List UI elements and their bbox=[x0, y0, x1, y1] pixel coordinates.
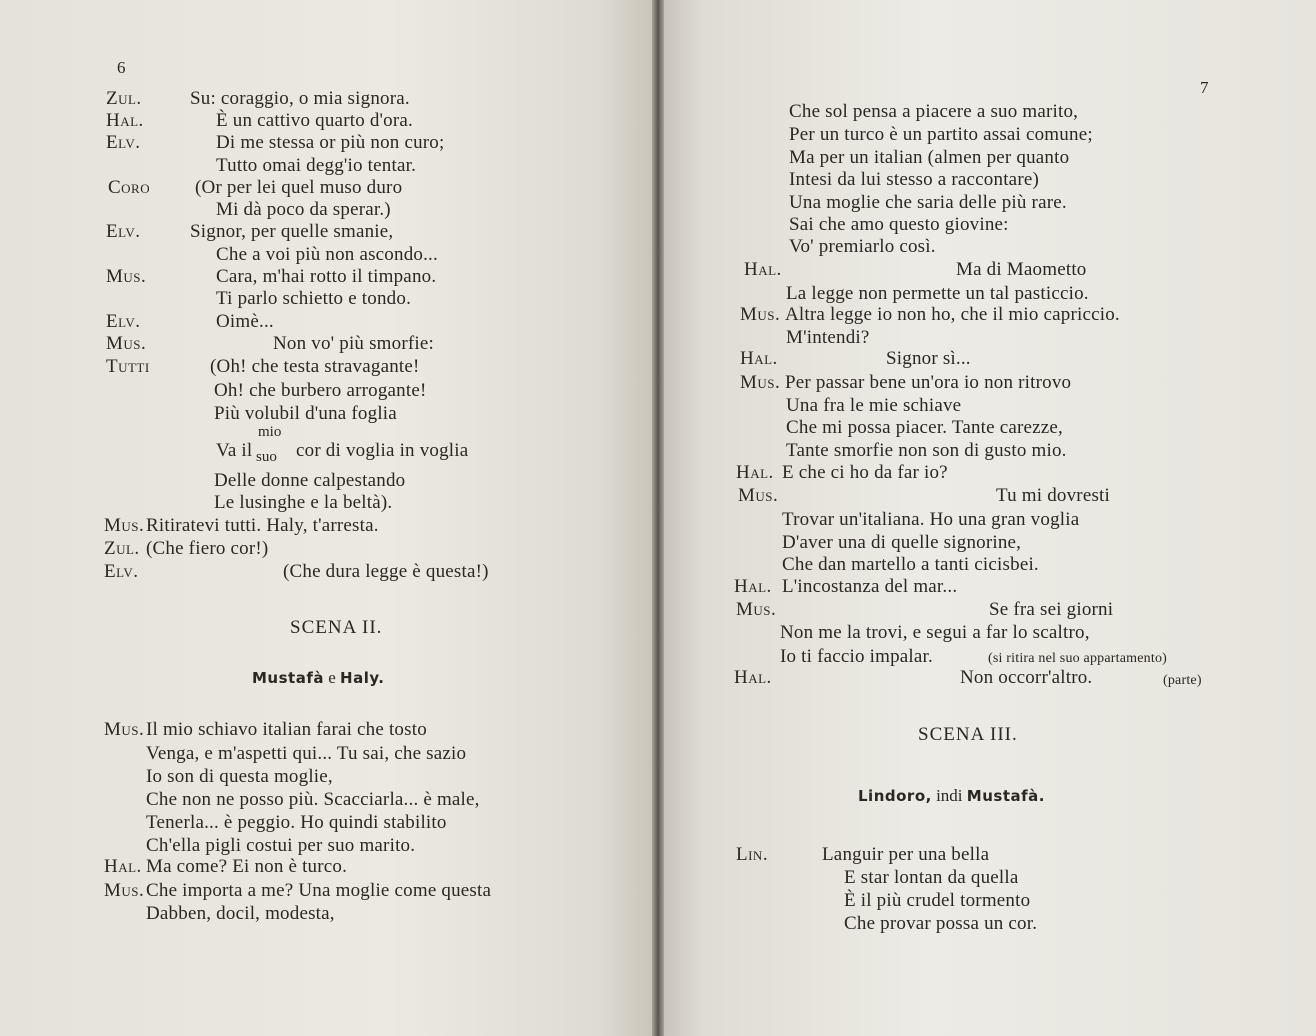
verse-line: Più volubil d'una foglia bbox=[214, 403, 397, 424]
right-page bbox=[664, 0, 1316, 1036]
speaker: Hal. bbox=[740, 348, 778, 369]
verse-line: Tenerla... è peggio. Ho quindi stabilito bbox=[146, 812, 447, 833]
verse-line: Trovar un'italiana. Ho una gran voglia bbox=[782, 509, 1080, 530]
verse-line: È il più crudel tormento bbox=[844, 890, 1031, 911]
speaker: Hal. bbox=[736, 462, 774, 483]
verse-line: E star lontan da quella bbox=[844, 867, 1019, 888]
book-gutter bbox=[652, 0, 664, 1036]
speaker: Tutti bbox=[106, 356, 150, 377]
verse-line: Ma come? Ei non è turco. bbox=[146, 856, 348, 877]
verse-line: Tante smorfie non son di gusto mio. bbox=[786, 440, 1067, 461]
speaker: Mus. bbox=[738, 485, 779, 506]
speaker: Elv. bbox=[106, 221, 141, 242]
verse-line: Mi dà poco da sperar.) bbox=[216, 199, 391, 220]
speaker: Mus. bbox=[106, 333, 147, 354]
verse-line: Per passar bene un'ora io non ritrovo bbox=[785, 372, 1072, 393]
verse-line: Ti parlo schietto e tondo. bbox=[216, 288, 412, 309]
verse-line: Non me la trovi, e segui a far lo scaltro, bbox=[780, 622, 1090, 643]
verse-line: Languir per una bella bbox=[822, 844, 990, 865]
character-name: Mustafà. bbox=[966, 787, 1045, 805]
speaker: Hal. bbox=[734, 667, 772, 688]
verse-line: Oh! che burbero arrogante! bbox=[214, 380, 427, 401]
verse-line: La legge non permette un tal pasticcio. bbox=[786, 283, 1089, 304]
verse-line: cor di voglia in voglia bbox=[296, 440, 469, 461]
verse-line: Delle donne calpestando bbox=[214, 470, 406, 491]
scene-characters bbox=[858, 786, 1045, 806]
verse-line: Non vo' più smorfie: bbox=[273, 333, 434, 354]
character-name: Lindoro, bbox=[858, 787, 932, 805]
verse-line: (Che dura legge è questa!) bbox=[283, 561, 489, 582]
verse-line: Le lusinghe e la beltà). bbox=[214, 492, 393, 513]
verse-line: L'incostanza del mar... bbox=[782, 576, 958, 597]
conjunction: indi bbox=[936, 786, 963, 805]
verse-line: Vo' premiarlo così. bbox=[789, 236, 936, 257]
verse-line: Su: coraggio, o mia signora. bbox=[190, 88, 410, 109]
verse-line: Signor, per quelle smanie, bbox=[190, 221, 394, 242]
left-page bbox=[0, 0, 652, 1036]
verse-line: Ma per un italian (almen per quanto bbox=[789, 147, 1070, 168]
speaker: Lin. bbox=[736, 844, 769, 865]
conjunction: e bbox=[328, 668, 336, 687]
verse-line: Io son di questa moglie, bbox=[146, 766, 333, 787]
verse-line: Che importa a me? Una moglie come questa bbox=[146, 880, 492, 901]
verse-line: Dabben, docil, modesta, bbox=[146, 903, 335, 924]
verse-line: Che sol pensa a piacere a suo marito, bbox=[789, 101, 1079, 122]
verse-line: Io ti faccio impalar. bbox=[780, 646, 933, 667]
verse-line: Intesi da lui stesso a raccontare) bbox=[789, 169, 1040, 190]
character-name: Mustafà bbox=[252, 669, 324, 687]
verse-line: (Oh! che testa stravagante! bbox=[210, 356, 420, 377]
verse-line: M'intendi? bbox=[786, 327, 870, 348]
speaker: Hal. bbox=[104, 856, 142, 877]
speaker: Mus. bbox=[104, 719, 145, 740]
verse-line: Venga, e m'aspetti qui... Tu sai, che sazio bbox=[146, 743, 467, 764]
verse-line: Che provar possa un cor. bbox=[844, 913, 1038, 934]
speaker: Mus. bbox=[740, 372, 781, 393]
verse-line: Che a voi più non ascondo... bbox=[216, 244, 438, 265]
verse-line: Cara, m'hai rotto il timpano. bbox=[216, 266, 437, 287]
scene-characters bbox=[252, 668, 384, 688]
verse-line: Che mi possa piacer. Tante carezze, bbox=[786, 417, 1063, 438]
verse-line: Va il bbox=[216, 440, 253, 461]
verse-line: Una fra le mie schiave bbox=[786, 395, 962, 416]
verse-line: E che ci ho da far io? bbox=[782, 462, 948, 483]
character-name: Haly. bbox=[340, 669, 385, 687]
verse-line: Per un turco è un partito assai comune; bbox=[789, 124, 1093, 145]
stacked-word-bottom: suo bbox=[256, 449, 277, 465]
scene-title: SCENA III. bbox=[918, 724, 1018, 745]
verse-line: Ch'ella pigli costui per suo marito. bbox=[146, 835, 416, 856]
speaker: Mus. bbox=[104, 880, 145, 901]
speaker: Hal. bbox=[744, 259, 782, 280]
speaker: Zul. bbox=[106, 88, 142, 109]
scene-title: SCENA II. bbox=[290, 617, 383, 638]
speaker: Hal. bbox=[734, 576, 772, 597]
speaker: Zul. bbox=[104, 538, 140, 559]
verse-line: Di me stessa or più non curo; bbox=[216, 132, 445, 153]
speaker: Elv. bbox=[106, 132, 141, 153]
speaker: Elv. bbox=[104, 561, 139, 582]
verse-line: Non occorr'altro. bbox=[960, 667, 1093, 688]
verse-line: È un cattivo quarto d'ora. bbox=[216, 110, 413, 131]
verse-line: Altra legge io non ho, che il mio capriccio. bbox=[785, 304, 1120, 325]
verse-line: Se fra sei giorni bbox=[989, 599, 1114, 620]
speaker: Mus. bbox=[104, 515, 145, 536]
verse-line: (Che fiero cor!) bbox=[146, 538, 269, 559]
verse-line: Che dan martello a tanti cicisbei. bbox=[782, 554, 1039, 575]
speaker: Mus. bbox=[736, 599, 777, 620]
stage-direction: (si ritira nel suo appartamento) bbox=[988, 651, 1168, 666]
verse-line: Sai che amo questo giovine: bbox=[789, 214, 1009, 235]
speaker: Elv. bbox=[106, 311, 141, 332]
verse-line: Il mio schiavo italian farai che tosto bbox=[146, 719, 427, 740]
page-number: 7 bbox=[1200, 78, 1209, 97]
verse-line: Ritiratevi tutti. Haly, t'arresta. bbox=[146, 515, 379, 536]
verse-line: Signor sì... bbox=[886, 348, 971, 369]
verse-line: Ma di Maometto bbox=[956, 259, 1087, 280]
verse-line: Che non ne posso più. Scacciarla... è male, bbox=[146, 789, 480, 810]
speaker: Hal. bbox=[106, 110, 144, 131]
speaker: Mus. bbox=[740, 304, 781, 325]
verse-line: D'aver una di quelle signorine, bbox=[782, 532, 1022, 553]
stacked-word-top: mio bbox=[258, 424, 282, 440]
stage-direction: (parte) bbox=[1163, 673, 1202, 688]
verse-line: (Or per lei quel muso duro bbox=[195, 177, 403, 198]
verse-line: Tutto omai degg'io tentar. bbox=[216, 155, 417, 176]
verse-line: Oimè... bbox=[216, 311, 274, 332]
speaker: Mus. bbox=[106, 266, 147, 287]
speaker: Coro bbox=[108, 177, 151, 198]
verse-line: Una moglie che saria delle più rare. bbox=[789, 192, 1067, 213]
verse-line: Tu mi dovresti bbox=[996, 485, 1111, 506]
page-number: 6 bbox=[117, 58, 126, 77]
